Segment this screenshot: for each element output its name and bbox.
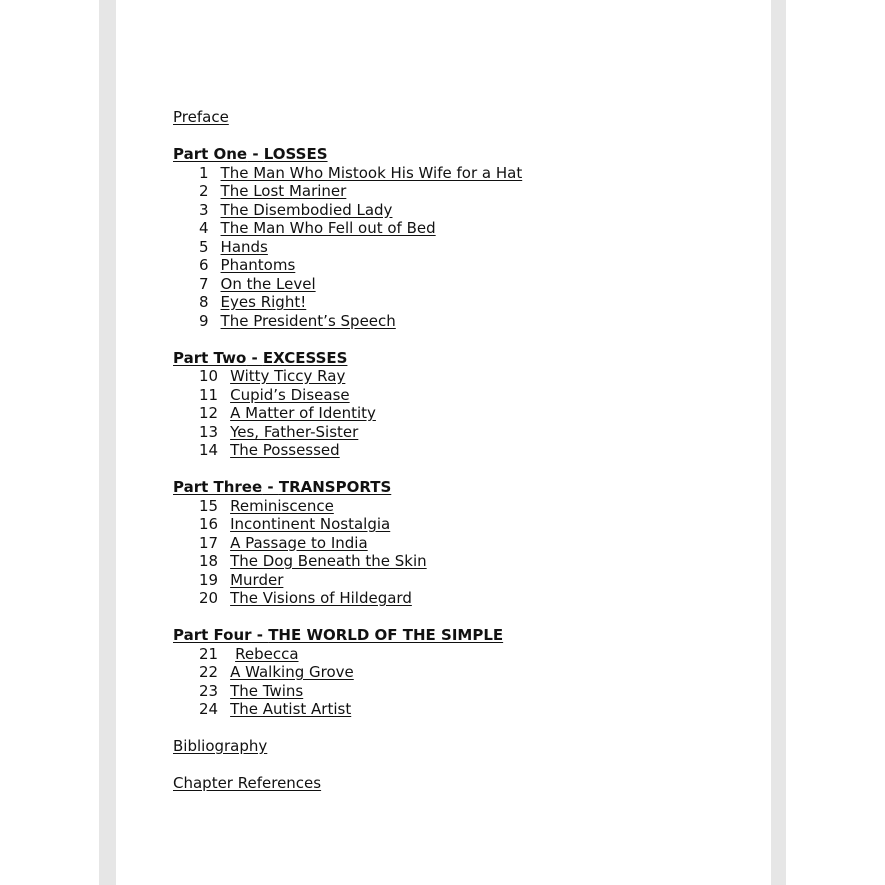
chapter-link[interactable]: Reminiscence [230, 496, 334, 515]
chapter-link[interactable]: The President’s Speech [220, 311, 396, 330]
spacer [173, 756, 733, 775]
part-separator: - [246, 348, 263, 367]
chapter-entry [173, 682, 733, 701]
spacer [173, 460, 733, 479]
chapter-entry [173, 182, 733, 201]
document-page [116, 0, 771, 885]
chapter-entry [173, 404, 733, 423]
chapter-entry [173, 645, 733, 664]
chapter-link[interactable]: The Disembodied Lady [220, 200, 393, 219]
chapter-link[interactable]: A Matter of Identity [230, 404, 376, 422]
part-two-link[interactable] [173, 349, 733, 368]
chapter-link[interactable]: The Man Who Fell out of Bed [220, 219, 436, 237]
part-title: THE WORLD OF THE SIMPLE [268, 626, 504, 644]
chapter-link[interactable]: Incontinent Nostalgia [230, 515, 391, 533]
chapter-number: 12 [199, 404, 219, 422]
chapter-entry [173, 201, 733, 220]
chapter-entry [173, 700, 733, 719]
part-title: LOSSES [263, 145, 328, 163]
chapter-number: 13 [199, 422, 219, 441]
part-three-link[interactable] [173, 478, 733, 497]
chapter-link[interactable]: The Lost Mariner [220, 182, 347, 200]
chapter-entry [173, 386, 733, 405]
left-margin-gutter [99, 0, 116, 885]
chapter-link[interactable]: On the Level [220, 274, 316, 293]
part-four-link[interactable] [173, 626, 733, 645]
chapter-link[interactable]: Phantoms [220, 256, 296, 274]
bibliography-link[interactable]: Bibliography [173, 737, 268, 755]
preface-link[interactable]: Preface [173, 108, 229, 126]
chapter-entry [173, 293, 733, 312]
part-label: Part One [173, 145, 248, 163]
chapter-entry [173, 534, 733, 553]
spacer [173, 127, 733, 146]
chapter-link[interactable]: A Walking Grove [230, 663, 354, 681]
chapter-link[interactable]: Hands [220, 237, 268, 256]
chapter-number: 3 [199, 200, 209, 219]
chapter-number: 8 [199, 293, 209, 311]
part-separator: - [262, 478, 279, 496]
chapter-link[interactable]: Yes, Father-Sister [230, 422, 359, 441]
chapter-link[interactable]: Cupid’s Disease [230, 385, 350, 404]
spacer [173, 719, 733, 738]
chapter-entry [173, 238, 733, 257]
part-label: Part Three [173, 478, 263, 496]
chapter-entry [173, 275, 733, 294]
chapter-number: 16 [199, 515, 219, 533]
chapter-entry [173, 663, 733, 682]
chapter-entry [173, 312, 733, 331]
chapter-number: 10 [199, 367, 219, 385]
chapter-link[interactable]: Rebecca [235, 644, 299, 663]
part-separator: - [247, 145, 264, 163]
spacer [173, 330, 733, 349]
right-margin-gutter [771, 0, 786, 885]
chapter-link[interactable]: The Dog Beneath the Skin [230, 552, 427, 570]
chapter-number: 23 [199, 681, 219, 700]
part-title: TRANSPORTS [278, 478, 392, 496]
part-label: Part Two [173, 348, 247, 367]
chapter-entry [173, 552, 733, 571]
chapter-link[interactable]: The Man Who Mistook His Wife for a Hat [220, 163, 523, 182]
chapter-entry [173, 164, 733, 183]
chapter-link[interactable]: The Twins [230, 681, 304, 700]
chapter-entry [173, 423, 733, 442]
chapter-entry [173, 219, 733, 238]
chapter-entry [173, 497, 733, 516]
chapter-link[interactable]: The Autist Artist [230, 700, 352, 718]
chapter-number: 19 [199, 570, 219, 589]
chapter-number: 22 [199, 663, 219, 681]
chapter-entry [173, 571, 733, 590]
chapter-entry [173, 441, 733, 460]
chapter-number: 17 [199, 533, 219, 552]
part-label: Part Four [173, 626, 252, 644]
chapter-number: 1 [199, 163, 209, 182]
chapter-number: 18 [199, 552, 219, 570]
chapter-number: 4 [199, 219, 209, 237]
chapter-entry [173, 589, 733, 608]
chapter-link[interactable]: Eyes Right! [220, 293, 307, 311]
chapter-link[interactable]: A Passage to India [230, 533, 368, 552]
part-separator: - [251, 626, 269, 644]
part-title: EXCESSES [262, 348, 348, 367]
chapter-number: 14 [199, 441, 219, 459]
chapter-number: 20 [199, 589, 219, 607]
chapter-number: 7 [199, 274, 209, 293]
table-of-contents [173, 108, 733, 793]
chapter-entry [173, 256, 733, 275]
chapter-number: 2 [199, 182, 209, 200]
chapter-references-link[interactable]: Chapter References [173, 774, 322, 792]
chapter-number: 9 [199, 311, 209, 330]
chapter-link[interactable]: Witty Ticcy Ray [230, 367, 346, 385]
chapter-number: 21 [199, 644, 219, 663]
spacer [173, 608, 733, 627]
chapter-entry [173, 515, 733, 534]
part-one-link[interactable] [173, 145, 733, 164]
chapter-number: 11 [199, 385, 219, 404]
chapter-link[interactable]: The Possessed [230, 441, 340, 459]
chapter-number: 5 [199, 237, 209, 256]
chapter-link[interactable]: The Visions of Hildegard [230, 589, 412, 607]
chapter-number: 15 [199, 496, 219, 515]
chapter-number: 6 [199, 256, 209, 274]
chapter-link[interactable]: Murder [230, 570, 284, 589]
chapter-entry [173, 367, 733, 386]
chapter-number: 24 [199, 700, 219, 718]
